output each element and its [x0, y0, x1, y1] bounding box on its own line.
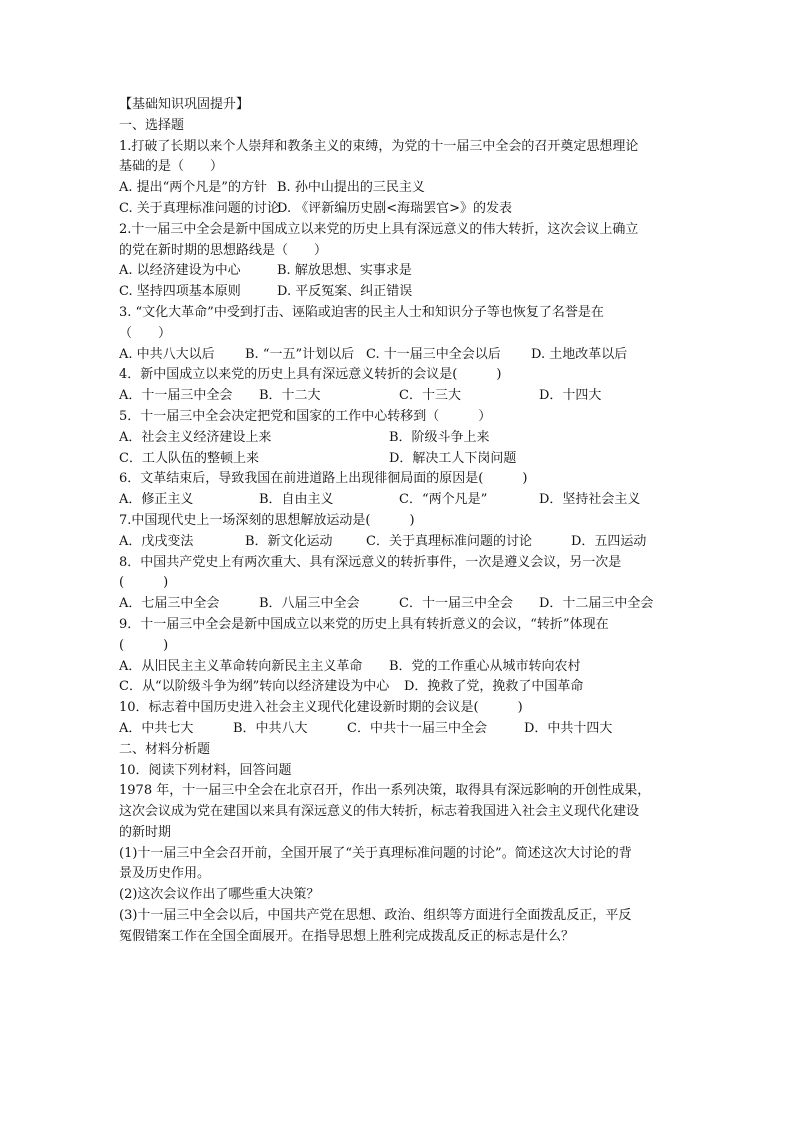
option-c: C．十三大 — [399, 388, 461, 404]
material-text: 的新时期 — [119, 824, 172, 840]
option-b: B. 解放思想、实事求是 — [277, 263, 412, 279]
material-question — [119, 761, 679, 948]
worksheet-page — [119, 95, 679, 948]
option-d: D．五四运动 — [571, 533, 647, 549]
question-7 — [119, 511, 679, 553]
question-stem: ( ) — [119, 637, 169, 653]
option-d: D．十四大 — [539, 388, 602, 404]
option-c: C．关于真理标准问题的讨论 — [366, 533, 532, 549]
option-a: A．十一届三中全会 — [119, 388, 233, 404]
option-b: B．自由主义 — [259, 492, 334, 508]
option-d: D．十二届三中全会 — [539, 596, 654, 612]
option-c: C．中共十一届三中全会 — [347, 720, 487, 736]
question-5 — [119, 407, 679, 469]
sub-question-1: 景及历史作用。 — [119, 866, 211, 882]
question-9 — [119, 615, 679, 698]
option-a: A. 提出“两个凡是”的方针 — [119, 180, 267, 196]
option-a: A. 中共八大以后 — [119, 346, 215, 362]
option-row — [119, 199, 679, 220]
question-4 — [119, 365, 679, 407]
option-b: B．八届三中全会 — [259, 596, 360, 612]
section-title-analysis: 二、材料分析题 — [119, 741, 211, 757]
option-b: B．阶级斗争上来 — [389, 429, 490, 445]
option-d: D．挽救了党，挽救了中国革命 — [404, 679, 584, 695]
question-stem: 6．文革结束后，导致我国在前进道路上出现徘徊局面的原因是( ) — [119, 471, 528, 487]
option-row — [119, 345, 679, 366]
question-stem: 1.打破了长期以来个人崇拜和教条主义的束缚，为党的十一届三中全会的召开奠定思想理论 — [119, 138, 639, 154]
option-c: C．十一届三中全会 — [399, 596, 513, 612]
option-row — [119, 428, 679, 449]
question-8 — [119, 553, 679, 615]
option-d: D. 土地改革以后 — [531, 346, 628, 362]
option-b: B. “一五”计划以后 — [245, 346, 355, 362]
option-a: A．修正主义 — [119, 492, 194, 508]
option-row — [119, 261, 679, 282]
question-stem: 的党在新时期的思想路线是（ ） — [119, 242, 328, 258]
option-b: B．中共八大 — [233, 720, 308, 736]
question-stem: 5．十一届三中全会决定把党和国家的工作中心转移到（ ） — [119, 408, 492, 424]
sub-question-3: 冤假错案工作在全国全面展开。在指导思想上胜利完成拨乱反正的标志是什么？ — [119, 928, 575, 944]
question-stem: 基础的是（ ） — [119, 159, 224, 175]
question-stem: （ ） — [119, 325, 172, 341]
question-stem: 8．中国共产党史上有两次重大、具有深远意义的转折事件，一次是遵义会议，另一次是 — [119, 554, 622, 570]
option-d: D．坚持社会主义 — [539, 492, 641, 508]
option-row — [119, 490, 679, 511]
option-d: D．解决工人下岗问题 — [389, 450, 517, 466]
option-row — [119, 657, 679, 678]
question-stem: ( ) — [119, 575, 169, 591]
question-stem: 10．标志着中国历史进入社会主义现代化建设新时期的会议是( ) — [119, 700, 523, 716]
section-header: 【基础知识巩固提升】 — [119, 97, 250, 112]
option-c: C．从“以阶级斗争为纲”转向以经济建设为中心 — [119, 679, 390, 695]
question-6 — [119, 469, 679, 511]
option-a: A．从旧民主主义革命转向新民主主义革命 — [119, 658, 363, 674]
option-b: B. 孙中山提出的三民主义 — [277, 180, 425, 196]
question-2 — [119, 220, 679, 303]
option-b: B．十二大 — [259, 388, 321, 404]
question-stem: 7.中国现代史上一场深刻的思想解放运动是( ) — [119, 512, 415, 528]
option-d: D．中共十四大 — [524, 720, 613, 736]
option-row — [119, 178, 679, 199]
option-row — [119, 677, 679, 698]
question-stem: 2.十一届三中全会是新中国成立以来党的历史上具有深远意义的伟大转折，这次会议上确立 — [119, 221, 639, 237]
option-d: D. 《评新编历史剧<海瑞罢官>》的发表 — [277, 200, 513, 216]
option-row — [119, 282, 679, 303]
question-1 — [119, 137, 679, 220]
question-3 — [119, 303, 679, 365]
option-c: C. 关于真理标准问题的讨论 — [119, 200, 280, 216]
option-a: A．七届三中全会 — [119, 596, 220, 612]
option-c: C. 坚持四项基本原则 — [119, 284, 241, 300]
option-a: A．社会主义经济建设上来 — [119, 429, 272, 445]
option-row — [119, 532, 679, 553]
sub-question-2: (2)这次会议作出了哪些重大决策？ — [119, 887, 320, 903]
option-c: C．工人队伍的整顿上来 — [119, 450, 259, 466]
option-row — [119, 386, 679, 407]
sub-question-1: (1)十一届三中全会召开前，全国开展了“关于真理标准问题的讨论”。简述这次大讨论的背 — [119, 845, 632, 861]
question-stem: 4．新中国成立以来党的历史上具有深远意义转折的会议是( ) — [119, 367, 502, 383]
question-stem: 9．十一届三中全会是新中国成立以来党的历史上具有转折意义的会议，“转折”体现在 — [119, 616, 609, 632]
option-c: C. 十一届三中全会以后 — [366, 346, 501, 362]
material-text: 这次会议成为党在建国以来具有深远意义的伟大转折，标志着我国进入社会主义现代化建设 — [119, 804, 640, 820]
question-10 — [119, 698, 679, 740]
option-a: A．中共七大 — [119, 720, 194, 736]
section-title-choice: 一、选择题 — [119, 117, 185, 133]
option-a: A．戊戌变法 — [119, 533, 194, 549]
option-row — [119, 449, 679, 470]
option-d: D. 平反冤案、纠正错误 — [277, 284, 413, 300]
option-a: A. 以经济建设为中心 — [119, 263, 241, 279]
material-text: 1978 年，十一届三中全会在北京召开，作出一系列决策，取得具有深远影响的开创性成果， — [119, 783, 651, 799]
sub-question-3: (3)十一届三中全会以后，中国共产党在思想、政治、组织等方面进行全面拨乱反正，平反 — [119, 908, 632, 924]
question-stem: 3. “文化大革命”中受到打击、诬陷或迫害的民主人士和知识分子等也恢复了名誉是在 — [119, 304, 604, 320]
option-row — [119, 594, 679, 615]
material-intro: 10．阅读下列材料，回答问题 — [119, 762, 292, 778]
option-row — [119, 719, 679, 740]
option-b: B．新文化运动 — [245, 533, 333, 549]
option-c: C．“两个凡是” — [399, 492, 488, 508]
option-b: B．党的工作重心从城市转向农村 — [389, 658, 581, 674]
